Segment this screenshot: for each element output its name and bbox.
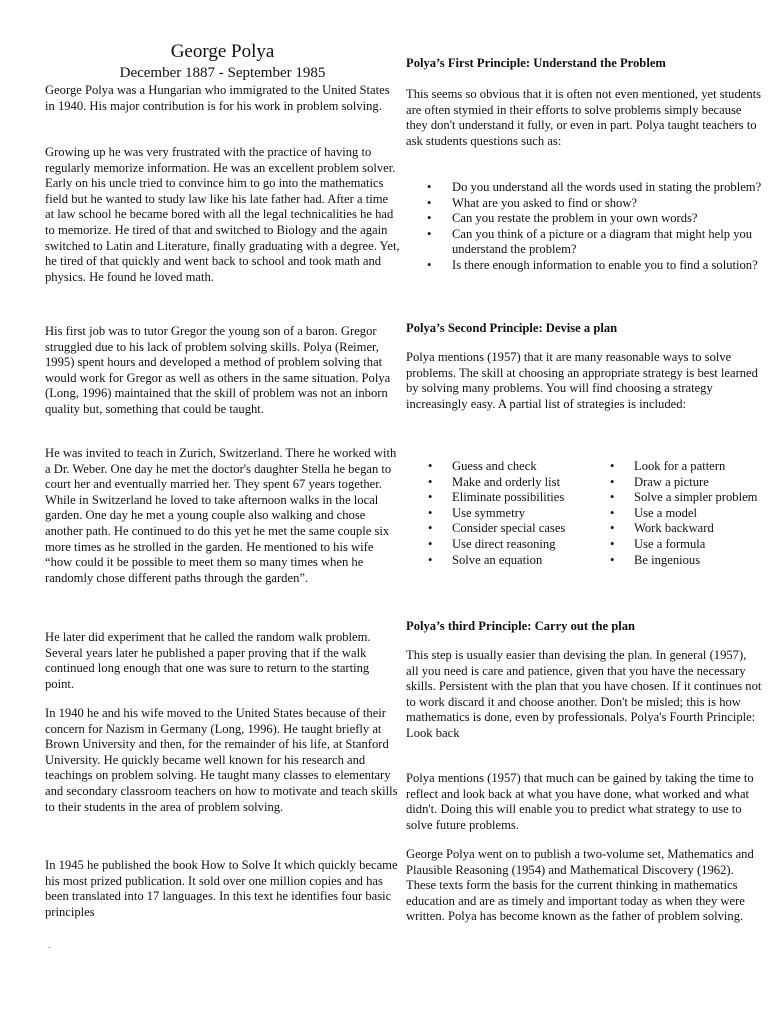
- first-principle-intro: This seems so obvious that it is often not even mentioned, yet students are often stymied in their efforts to solve problems simply because they don't understand it fully, or even in part. Polya taught teachers to ask students questions such as:: [406, 87, 762, 148]
- list-item: • Be ingenious: [608, 553, 758, 569]
- first-principle-heading: Polya’s First Principle: Understand the Problem: [406, 56, 666, 70]
- zurich-paragraph: He was invited to teach in Zurich, Switzerland. There he worked with a Dr. Weber. One day he met the doctor's daughter Stella he began to court her and eventually married her. They spent 67 years together. While in Switzerland he loved to take afternoon walks in the local garden. One day he met a young couple also walking and chose another path. He continued to do this yet he met the same couple six more times as he strolled in the garden. He mentioned to his wife “how could it be possible to meet them so many times when he randomly chose different paths through the garden”.: [45, 446, 397, 585]
- life-dates: December 1887 - September 1985: [119, 65, 326, 81]
- move-to-us-paragraph: In 1940 he and his wife moved to the United States because of their concern for Nazism in Germany (Long, 1996). He taught briefly at Brown University and then, for the remainder of his life, at Stanford University. He quickly became well known for his research and teachings on problem solving. He taught many classes to elementary and secondary classroom teachers on how to motivate and teach skills to their students in the area of problem solving.: [45, 706, 398, 814]
- list-item: • Make and orderly list: [426, 475, 586, 491]
- list-item: • Use direct reasoning: [426, 537, 586, 553]
- closing-paragraph: George Polya went on to publish a two-volume set, Mathematics and Plausible Reasoning (1954) and Mathematical Discovery (1962). These texts form the basis for the current thinking in mathematics education and are as timely and important today as when they were written. Polya has become known as the father of problem solving.: [406, 847, 754, 924]
- third-principle-text: This step is usually easier than devising the plan. In general (1957), all you need is care and patience, given that you have the necessary skills. Persistent with the plan that you have chosen. If it continues not to work discard it and choose another. Don't be misled; this is how mathematics is done, even by professionals. Polya's Fourth Principle: Look back: [406, 648, 762, 740]
- list-item: • Solve a simpler problem: [608, 490, 758, 506]
- third-principle-heading: Polya’s third Principle: Carry out the plan: [406, 619, 636, 633]
- list-item: • Use a model: [608, 506, 758, 522]
- second-principle-heading: Polya’s Second Principle: Devise a plan: [406, 321, 618, 335]
- list-item: • Eliminate possibilities: [426, 490, 586, 506]
- list-item: • Guess and check: [426, 459, 586, 475]
- strategies-list-a: [426, 459, 586, 568]
- footer-mark: .: [48, 940, 51, 950]
- intro-paragraph: George Polya was a Hungarian who immigrated to the United States in 1940. His major contribution is for his work in problem solving.: [45, 83, 390, 113]
- first-principle-questions: [406, 180, 762, 274]
- strategies-list-b: [608, 459, 758, 568]
- list-item: • Consider special cases: [426, 521, 586, 537]
- fourth-principle-text: Polya mentions (1957) that much can be gained by taking the time to reflect and look back at what you have done, what worked and what didn't. Doing this will enable you to predict what strategy to use to solve future problems.: [406, 771, 754, 832]
- second-principle-intro: Polya mentions (1957) that it are many reasonable ways to solve problems. The skill at choosing an appropriate strategy is best learned by solving many problems. You will find choosing a strategy increasingly easy. A partial list of strategies is included:: [406, 350, 758, 411]
- list-item: • Work backward: [608, 521, 758, 537]
- list-item: • Use a formula: [608, 537, 758, 553]
- list-item: • What are you asked to find or show?: [406, 196, 762, 212]
- list-item: • Draw a picture: [608, 475, 758, 491]
- list-item: • Use symmetry: [426, 506, 586, 522]
- list-item: • Solve an equation: [426, 553, 586, 569]
- list-item: • Can you restate the problem in your own words?: [406, 211, 762, 227]
- first-job-paragraph: His first job was to tutor Gregor the young son of a baron. Gregor struggled due to his lack of problem solving skills. Polya (Reimer, 1995) spent hours and developed a method of problem solving that would work for Gregor as well as others in the same situation. Polya (Long, 1996) maintained that the skill of problem was not an inborn quality but, something that could be taught.: [45, 324, 391, 416]
- how-to-solve-it-paragraph: In 1945 he published the book How to Solve It which quickly became his most prized publication. It sold over one million copies and has been translated into 17 languages. In this text he identifies four basic principles: [45, 858, 398, 919]
- list-item: • Look for a pattern: [608, 459, 758, 475]
- list-item: • Can you think of a picture or a diagram that might help you understand the problem?: [406, 227, 762, 258]
- page-title: George Polya: [170, 41, 275, 62]
- list-item: • Do you understand all the words used in stating the problem?: [406, 180, 762, 196]
- random-walk-paragraph: He later did experiment that he called the random walk problem. Several years later he published a paper proving that if the walk continued long enough that one was sure to return to the starting point.: [45, 630, 371, 691]
- early-life-paragraph: Growing up he was very frustrated with the practice of having to regularly memorize information. He was an excellent problem solver. Early on his uncle tried to convince him to go into the mathematics field but he wanted to study law like his late father had. After a time at law school he became bored with all the legal technicalities he had to memorize. He tired of that and switched to Biology and the again switched to Latin and Literature, finally graduating with a degree. Yet, he tired of that quickly and went back to school and took math and physics. He found he loved math.: [45, 145, 400, 284]
- list-item: • Is there enough information to enable you to find a solution?: [406, 258, 762, 274]
